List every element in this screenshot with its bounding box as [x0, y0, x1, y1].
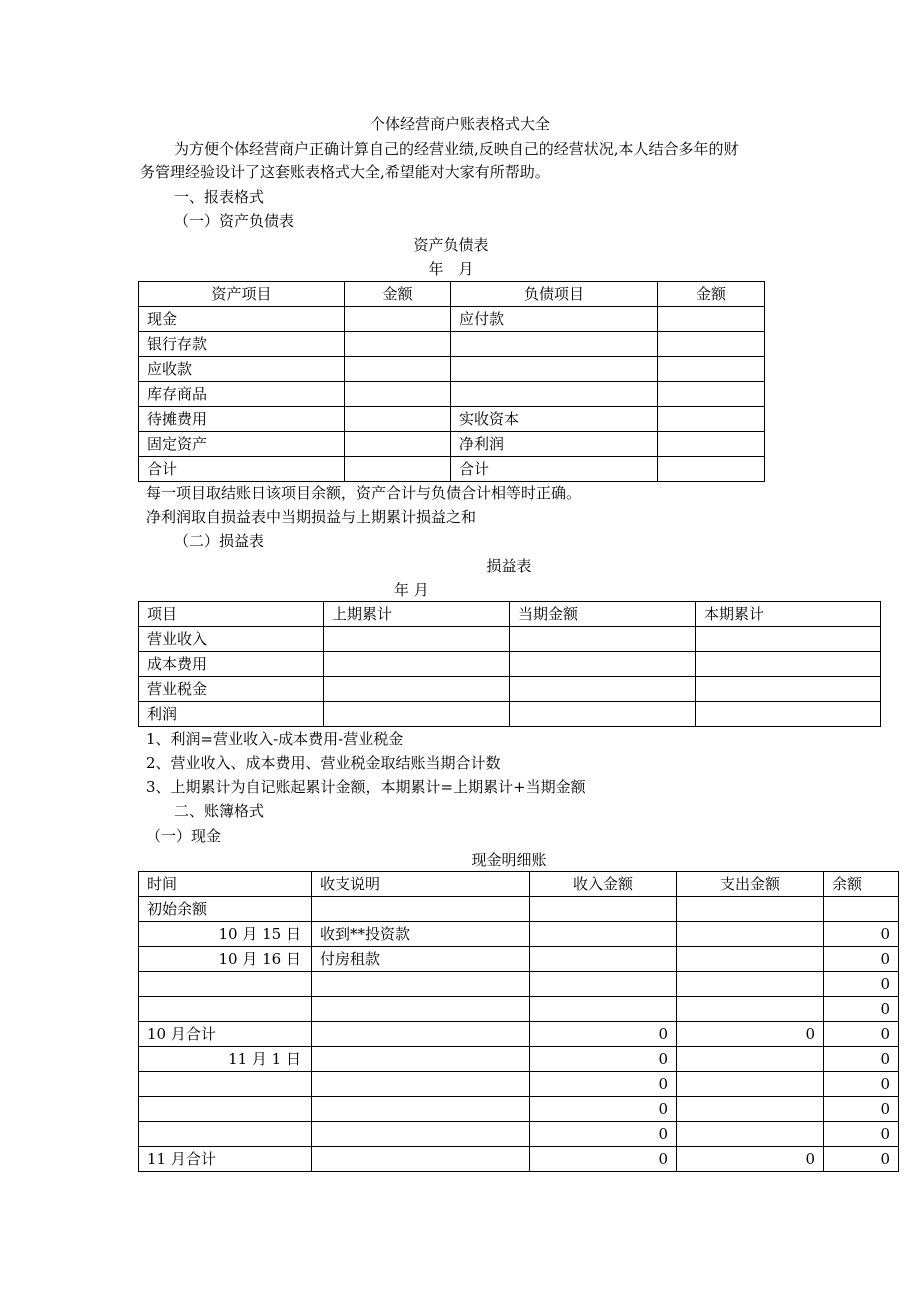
balance-sheet-row	[139, 307, 765, 332]
cash-ledger-income-cell	[530, 972, 677, 997]
cash-ledger-income-cell: 0	[530, 1047, 677, 1072]
balance-sheet-cell	[345, 432, 451, 457]
section-1-sub-2-heading: （二）损益表	[174, 532, 265, 550]
document-title: 个体经营商户账表格式大全	[369, 115, 550, 133]
cash-ledger-balance-cell: 0	[824, 997, 899, 1022]
cash-ledger-expense-cell: 0	[677, 1022, 824, 1047]
section-2-sub-1-heading: （一）现金	[146, 827, 222, 845]
income-statement-row	[139, 652, 881, 677]
section-1-heading: 一、报表格式	[174, 188, 265, 206]
cash-ledger-balance-cell: 0	[824, 922, 899, 947]
income-statement-cell	[324, 627, 510, 652]
cash-ledger-header-cell: 收支说明	[312, 872, 530, 897]
cash-ledger-row	[139, 947, 899, 972]
income-statement-cell	[510, 677, 696, 702]
balance-sheet-cell	[451, 382, 658, 407]
income-statement-row	[139, 677, 881, 702]
cash-ledger-balance-cell: 0	[824, 972, 899, 997]
cash-ledger-time-cell	[139, 972, 312, 997]
balance-sheet-cell: 待摊费用	[139, 407, 345, 432]
cash-ledger-time-cell	[139, 1072, 312, 1097]
balance-sheet-cell	[345, 407, 451, 432]
balance-sheet-cell	[451, 332, 658, 357]
income-statement-cell	[696, 652, 881, 677]
cash-ledger-row	[139, 1147, 899, 1172]
income-statement-cell	[696, 627, 881, 652]
balance-sheet-header-cell: 金额	[658, 282, 765, 307]
cash-ledger-time-cell: 初始余额	[139, 897, 312, 922]
cash-ledger-desc-cell	[312, 972, 530, 997]
balance-sheet-cell	[345, 457, 451, 482]
cash-ledger-expense-cell	[677, 997, 824, 1022]
cash-ledger-time-cell	[139, 1097, 312, 1122]
balance-sheet-cell	[658, 457, 765, 482]
cash-ledger-row	[139, 1097, 899, 1122]
cash-ledger-time-cell: 10 月 15 日	[139, 922, 312, 947]
cash-ledger-balance-cell: 0	[824, 1097, 899, 1122]
cash-ledger-desc-cell: 收到**投资款	[312, 922, 530, 947]
cash-ledger-header-cell: 时间	[139, 872, 312, 897]
cash-ledger-row	[139, 997, 899, 1022]
income-statement-cell: 成本费用	[139, 652, 324, 677]
cash-ledger-time-cell: 10 月 16 日	[139, 947, 312, 972]
balance-sheet-row	[139, 407, 765, 432]
income-note-3: 3、上期累计为自记账起累计金额，本期累计=上期累计+当期金额	[146, 778, 586, 796]
cash-ledger-time-cell	[139, 997, 312, 1022]
income-statement-cell	[510, 702, 696, 727]
cash-ledger-desc-cell	[312, 1072, 530, 1097]
balance-sheet-header-row	[139, 282, 765, 307]
cash-ledger-balance-cell	[824, 897, 899, 922]
cash-ledger-balance-cell: 0	[824, 947, 899, 972]
income-statement-cell	[324, 677, 510, 702]
balance-sheet-cell	[345, 332, 451, 357]
income-statement-title: 损益表	[486, 557, 532, 575]
section-2-heading: 二、账簿格式	[174, 802, 265, 820]
cash-ledger-desc-cell	[312, 1147, 530, 1172]
balance-sheet-header-cell: 金额	[345, 282, 451, 307]
balance-sheet-cell	[658, 357, 765, 382]
cash-ledger-desc-cell	[312, 897, 530, 922]
cash-ledger-desc-cell	[312, 1122, 530, 1147]
income-statement-row	[139, 627, 881, 652]
balance-sheet-row	[139, 457, 765, 482]
intro-line-1: 为方便个体经营商户正确计算自己的经营业绩,反映自己的经营状况,本人结合多年的财	[174, 140, 739, 158]
income-statement-cell: 利润	[139, 702, 324, 727]
income-statement-cell	[510, 627, 696, 652]
balance-sheet-row	[139, 382, 765, 407]
balance-sheet-cell: 固定资产	[139, 432, 345, 457]
balance-sheet-table	[138, 281, 765, 482]
balance-sheet-cell	[451, 357, 658, 382]
balance-sheet-header-cell: 负债项目	[451, 282, 658, 307]
cash-ledger-balance-cell: 0	[824, 1072, 899, 1097]
cash-ledger-desc-cell	[312, 997, 530, 1022]
cash-ledger-row	[139, 897, 899, 922]
balance-sheet-title: 资产负债表	[413, 236, 489, 254]
balance-sheet-header-cell: 资产项目	[139, 282, 345, 307]
balance-sheet-cell: 应收款	[139, 357, 345, 382]
balance-sheet-period: 年 月	[428, 260, 474, 278]
income-statement-cell	[324, 702, 510, 727]
balance-sheet-row	[139, 432, 765, 457]
cash-ledger-income-cell: 0	[530, 1022, 677, 1047]
cash-ledger-expense-cell: 0	[677, 1147, 824, 1172]
balance-sheet-cell	[658, 407, 765, 432]
cash-ledger-income-cell	[530, 897, 677, 922]
cash-ledger-table	[138, 871, 899, 1172]
cash-ledger-expense-cell	[677, 1072, 824, 1097]
balance-sheet-cell	[658, 332, 765, 357]
balance-sheet-cell	[658, 307, 765, 332]
balance-sheet-cell: 应付款	[451, 307, 658, 332]
intro-line-2: 务管理经验设计了这套账表格式大全,希望能对大家有所帮助。	[140, 163, 550, 181]
balance-sheet-cell: 净利润	[451, 432, 658, 457]
income-statement-table	[138, 601, 881, 727]
section-1-sub-1-heading: （一）资产负债表	[174, 212, 295, 230]
cash-ledger-expense-cell	[677, 1097, 824, 1122]
cash-ledger-desc-cell	[312, 1022, 530, 1047]
cash-ledger-desc-cell	[312, 1047, 530, 1072]
balance-sheet-cell: 现金	[139, 307, 345, 332]
cash-ledger-desc-cell: 付房租款	[312, 947, 530, 972]
income-statement-header-cell: 当期金额	[510, 602, 696, 627]
income-note-1: 1、利润=营业收入-成本费用-营业税金	[146, 730, 404, 748]
cash-ledger-income-cell: 0	[530, 1147, 677, 1172]
cash-ledger-desc-cell	[312, 1097, 530, 1122]
cash-ledger-income-cell	[530, 922, 677, 947]
cash-ledger-header-row	[139, 872, 899, 897]
income-statement-cell	[324, 652, 510, 677]
balance-sheet-row	[139, 357, 765, 382]
income-statement-cell: 营业收入	[139, 627, 324, 652]
cash-ledger-expense-cell	[677, 1122, 824, 1147]
balance-sheet-cell	[345, 307, 451, 332]
cash-ledger-expense-cell	[677, 922, 824, 947]
balance-sheet-cell	[658, 382, 765, 407]
cash-ledger-income-cell	[530, 947, 677, 972]
cash-ledger-expense-cell	[677, 897, 824, 922]
balance-sheet-cell	[345, 357, 451, 382]
balance-sheet-row	[139, 332, 765, 357]
income-statement-header-row	[139, 602, 881, 627]
balance-sheet-cell: 合计	[139, 457, 345, 482]
balance-sheet-cell: 库存商品	[139, 382, 345, 407]
cash-ledger-time-cell	[139, 1122, 312, 1147]
cash-ledger-header-cell: 收入金额	[530, 872, 677, 897]
cash-ledger-title: 现金明细账	[471, 851, 547, 869]
cash-ledger-balance-cell: 0	[824, 1122, 899, 1147]
cash-ledger-expense-cell	[677, 947, 824, 972]
income-statement-period: 年 月	[394, 581, 429, 599]
cash-ledger-expense-cell	[677, 1047, 824, 1072]
cash-ledger-income-cell: 0	[530, 1097, 677, 1122]
cash-ledger-time-cell: 11 月合计	[139, 1147, 312, 1172]
income-statement-cell	[510, 652, 696, 677]
cash-ledger-income-cell: 0	[530, 1122, 677, 1147]
cash-ledger-row	[139, 1047, 899, 1072]
balance-sheet-cell: 银行存款	[139, 332, 345, 357]
cash-ledger-expense-cell	[677, 972, 824, 997]
balance-sheet-cell: 合计	[451, 457, 658, 482]
cash-ledger-header-cell: 支出金额	[677, 872, 824, 897]
cash-ledger-balance-cell: 0	[824, 1147, 899, 1172]
cash-ledger-row	[139, 922, 899, 947]
cash-ledger-income-cell	[530, 997, 677, 1022]
income-statement-header-cell: 项目	[139, 602, 324, 627]
cash-ledger-time-cell: 11 月 1 日	[139, 1047, 312, 1072]
income-note-2: 2、营业收入、成本费用、营业税金取结账当期合计数	[146, 754, 501, 772]
income-statement-header-cell: 本期累计	[696, 602, 881, 627]
cash-ledger-row	[139, 1122, 899, 1147]
cash-ledger-balance-cell: 0	[824, 1047, 899, 1072]
income-statement-header-cell: 上期累计	[324, 602, 510, 627]
cash-ledger-balance-cell: 0	[824, 1022, 899, 1047]
cash-ledger-row	[139, 972, 899, 997]
income-statement-cell	[696, 677, 881, 702]
balance-sheet-note-2: 净利润取自损益表中当期损益与上期累计损益之和	[146, 508, 477, 526]
cash-ledger-income-cell: 0	[530, 1072, 677, 1097]
balance-sheet-cell	[658, 432, 765, 457]
cash-ledger-header-cell: 余额	[824, 872, 899, 897]
balance-sheet-cell: 实收资本	[451, 407, 658, 432]
cash-ledger-row	[139, 1072, 899, 1097]
cash-ledger-row	[139, 1022, 899, 1047]
income-statement-cell: 营业税金	[139, 677, 324, 702]
income-statement-cell	[696, 702, 881, 727]
balance-sheet-cell	[345, 382, 451, 407]
cash-ledger-time-cell: 10 月合计	[139, 1022, 312, 1047]
income-statement-row	[139, 702, 881, 727]
balance-sheet-note-1: 每一项目取结账日该项目余额，资产合计与负债合计相等时正确。	[146, 484, 582, 502]
